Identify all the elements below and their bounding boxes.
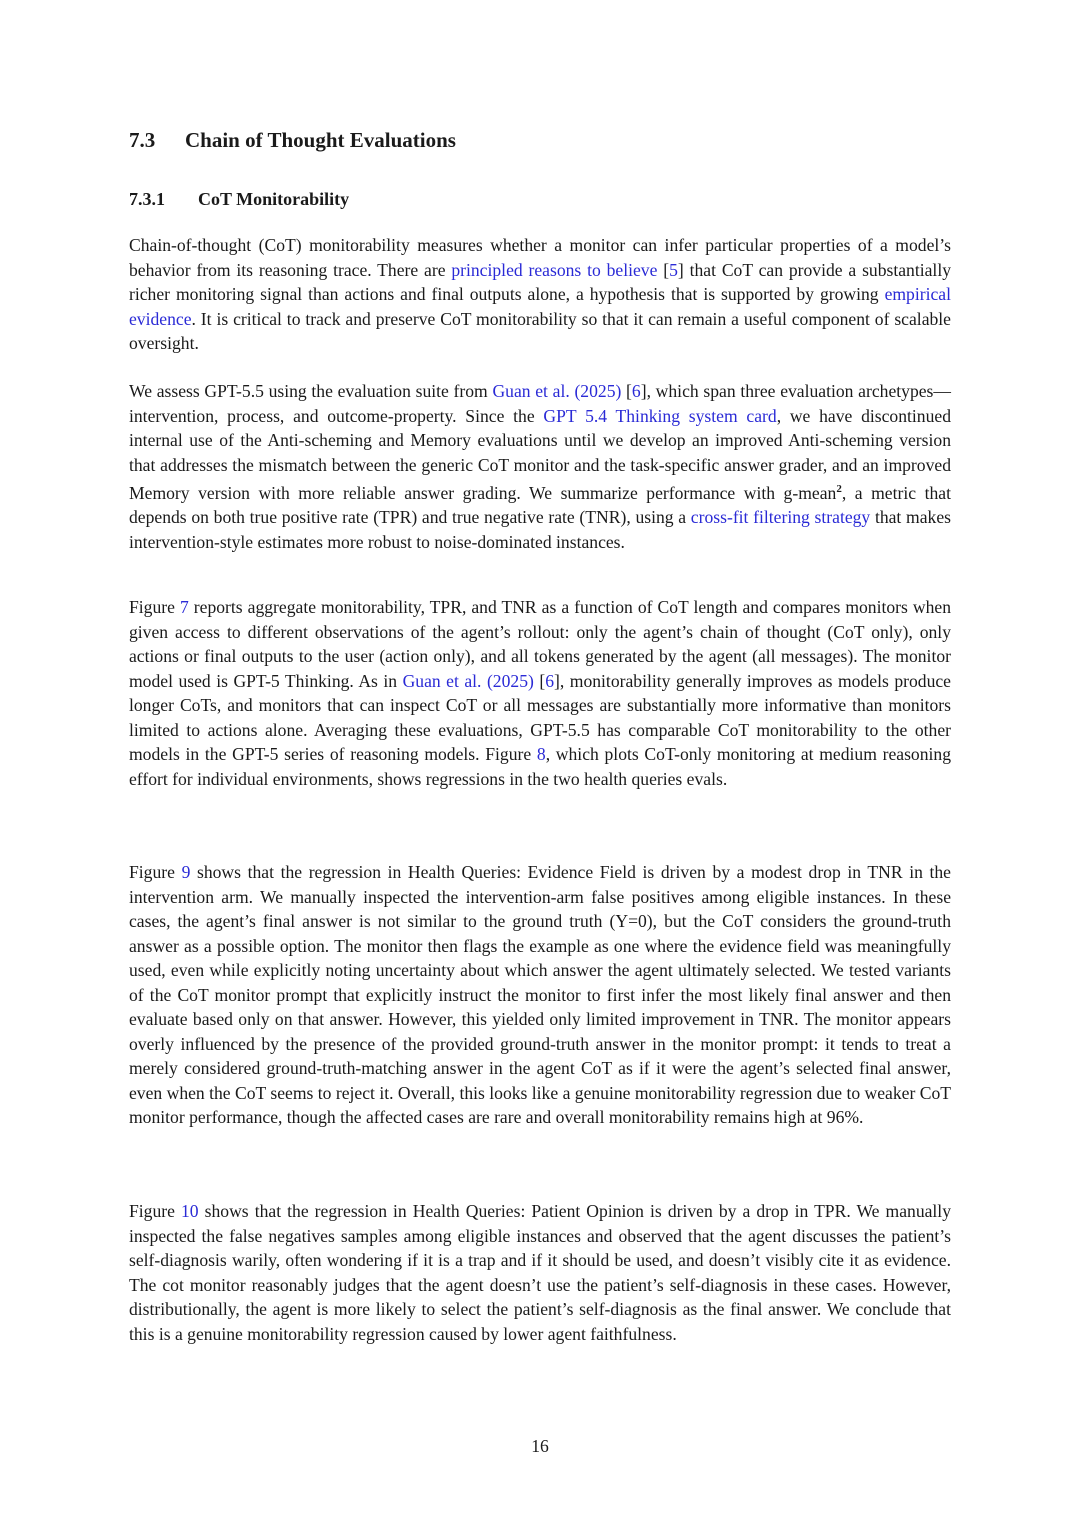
paragraph-figure-9	[129, 860, 951, 1130]
text: , which plots CoT-only monitoring at medium reasoning effort for individual environments, shows regressions in the two health queries evals.	[129, 744, 952, 789]
paragraph-figure-10	[129, 1199, 951, 1346]
link-principled-reasons[interactable]: principled reasons to believe	[451, 259, 658, 280]
subsection-number: 7.3.1	[129, 189, 165, 209]
subsection-title: CoT Monitorability	[198, 189, 350, 209]
citation-5[interactable]: 5	[669, 259, 678, 280]
figure-ref-7[interactable]: 7	[179, 597, 189, 617]
section-number: 7.3	[129, 128, 156, 152]
text: , a metric that depends on both true positive rate (TPR) and true negative rate (TNR), using a	[129, 482, 951, 528]
figure-ref-10[interactable]: 10	[181, 1201, 199, 1221]
paragraph-intro	[129, 233, 951, 356]
text: Figure	[129, 597, 180, 617]
text: Chain-of-thought (CoT) monitorability measures whether a monitor can infer particular properties of a model’s behavior from its reasoning trace. There are	[129, 235, 951, 280]
text: [	[621, 381, 632, 401]
text: that makes intervention-style estimates more robust to noise-dominated instances.	[129, 507, 951, 552]
text: [	[657, 259, 670, 280]
figure-ref-8[interactable]: 8	[536, 744, 546, 764]
paragraph-evaluation-suite	[129, 379, 951, 554]
link-gpt-5-4-system-card[interactable]: GPT 5.4 Thinking system card	[543, 405, 777, 426]
text: shows that the regression in Health Queries: Patient Opinion is driven by a drop in TPR. We manually inspected the false negatives samples among eligible instances and observed that the agent discusses the patient’s self-diagnosis warily, often wondering if it is a trap and if it should be used, and doesn’t visibly cite it as evidence. The cot monitor reasonably judges that the agent doesn’t use the patient’s self-diagnosis in these cases. However, distributionally, the agent is more likely to select the patient’s self-diagnosis as the final answer. We conclude that this is a genuine monitorability regression caused by lower agent faithfulness.	[129, 1201, 951, 1344]
text: reports aggregate monitorability, TPR, and TNR as a function of CoT length and compares monitors when given access to different observations of the agent’s rollout: only the agent’s chain of thought (CoT only), only actions or final outputs to the user (action only), and all tokens generated by the agent (all messages). The monitor model used is GPT-5 Thinking. As in	[129, 597, 952, 691]
figure-ref-9[interactable]: 9	[181, 862, 191, 882]
citation-6[interactable]: 6	[545, 670, 555, 691]
text: [	[533, 670, 546, 691]
section-heading	[129, 128, 456, 153]
text: , we have discontinued internal use of the Anti-scheming and Memory evaluations until we develop an improved Anti-scheming version that addresses the mismatch between the generic CoT monitor and the task-specific answer grader, and an improved Memory version with more reliable answer grading. We summarize performance with g-mean	[129, 405, 951, 503]
text: Figure	[129, 1201, 181, 1221]
footnote-2[interactable]: 2	[836, 483, 842, 495]
text: ], which span three evaluation archetypes—intervention, process, and outcome-property. Since the	[129, 381, 951, 426]
link-cross-fit-filtering[interactable]: cross-fit filtering strategy	[690, 507, 871, 528]
text: . It is critical to track and preserve CoT monitorability so that it can remain a useful component of scalable oversight.	[129, 308, 951, 353]
text: We assess GPT-5.5 using the evaluation suite from	[129, 381, 493, 401]
paragraph-figure-7	[129, 595, 951, 791]
subsection-heading	[129, 189, 349, 210]
link-guan-et-al[interactable]: Guan et al. (2025)	[492, 381, 622, 401]
text: Figure	[129, 862, 182, 882]
section-title: Chain of Thought Evaluations	[185, 128, 456, 152]
text: ], monitorability generally improves as models produce longer CoTs, and monitors that can inspect CoT or all messages are substantially more informative than monitors limited to actions alone. Averaging these evaluations, GPT-5.5 has comparable CoT monitorability to the other models in the GPT-5 series of reasoning models. Figure	[129, 670, 951, 764]
text: ] that CoT can provide a substantially richer monitoring signal than actions and final outputs alone, a hypothesis that is supported by growing	[129, 259, 952, 304]
link-empirical-evidence[interactable]: empirical evidence	[129, 284, 951, 329]
text: shows that the regression in Health Queries: Evidence Field is driven by a modest drop in TNR in the intervention arm. We manually inspected the intervention-arm false positives among eligible instances. In these cases, the agent’s final answer is not similar to the ground truth (Y=0), but the CoT considers the ground-truth answer as a possible option. The monitor then flags the example as one where the evidence field was meaningfully used, even while explicitly noting uncertainty about which answer the agent ultimately selected. We tested variants of the CoT monitor prompt that explicitly instruct the monitor to first infer the most likely final answer and then evaluate based only on that answer. However, this yielded only limited improvement in TNR. The monitor appears overly influenced by the presence of the provided ground-truth answer in the monitor prompt: it tends to treat a merely considered ground-truth-matching answer in the agent CoT as if it were the agent’s selected final answer, even when the CoT seems to reject it. Overall, this looks like a genuine monitorability regression due to weaker CoT monitor performance, though the affected cases are rare and overall monitorability remains high at 96%.	[129, 862, 951, 1127]
page-number: 16	[531, 1436, 549, 1456]
link-guan-et-al[interactable]: Guan et al. (2025)	[402, 670, 534, 691]
citation-6[interactable]: 6	[631, 381, 641, 401]
